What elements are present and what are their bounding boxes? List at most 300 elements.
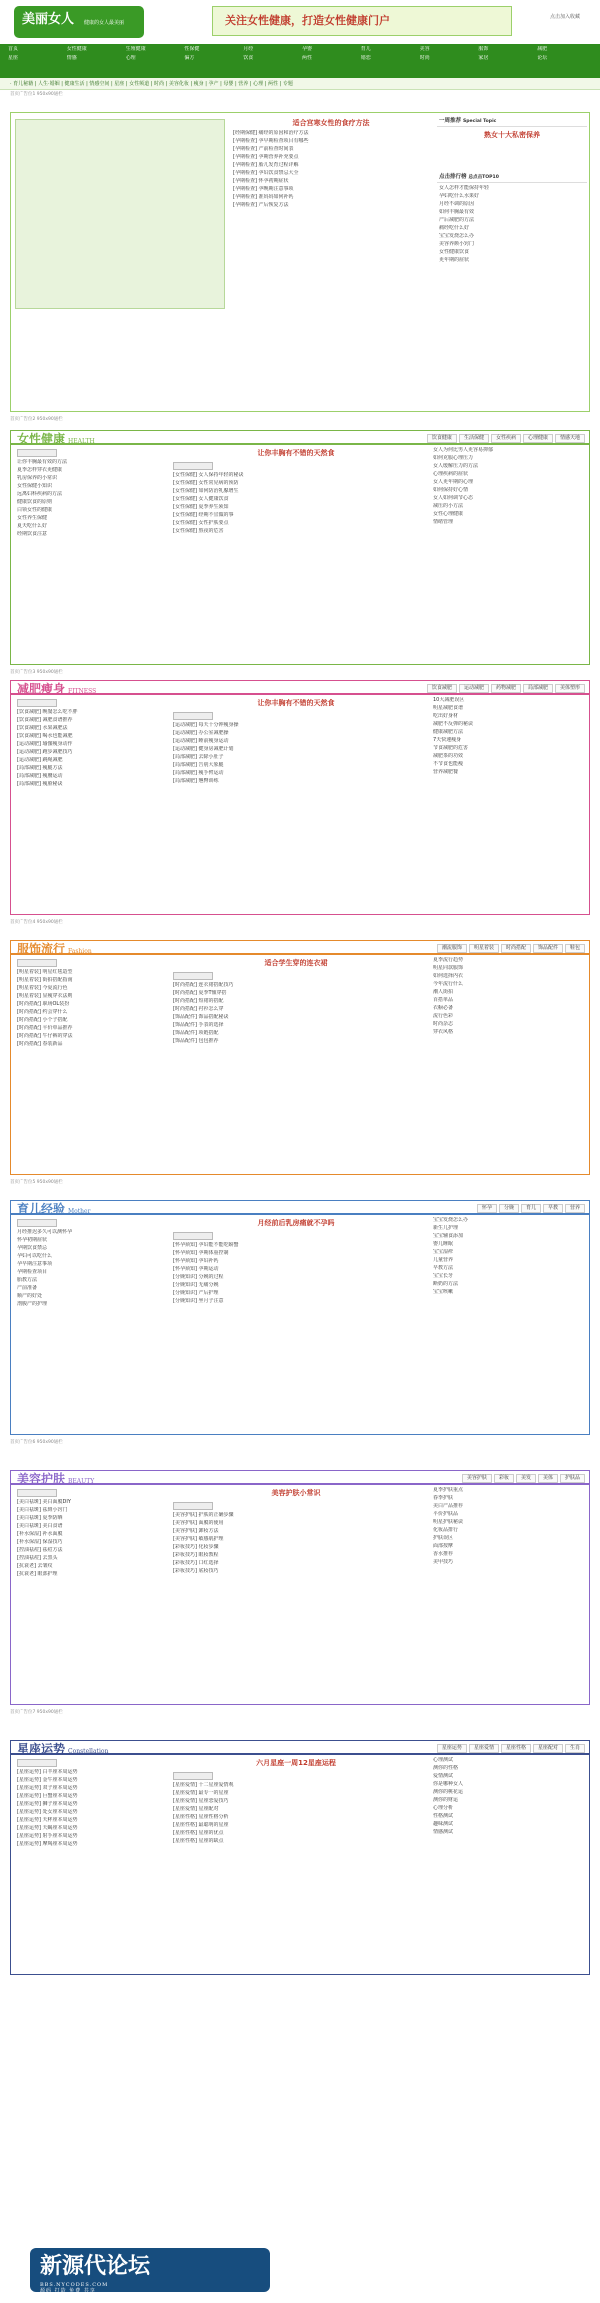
list-item[interactable]: [星座运势] 天秤座本周运势 xyxy=(17,1817,78,1823)
list-item[interactable]: [分娩知识] 无痛分娩 xyxy=(173,1282,219,1289)
list-item[interactable]: 心理测试 xyxy=(433,1757,454,1763)
list-item[interactable]: [星座运势] 巨蟹座本周运势 xyxy=(17,1793,78,1799)
list-item[interactable]: 衣橱必备 xyxy=(433,1005,454,1011)
section-tab[interactable]: 早教 xyxy=(543,1204,563,1213)
list-item[interactable]: [局部减肥] 瘦腰运动 xyxy=(17,773,63,779)
list-item[interactable]: 减压的小方法 xyxy=(433,503,464,509)
section-right xyxy=(431,1487,586,1700)
section-tab[interactable]: 护肤品 xyxy=(560,1474,585,1483)
list-item[interactable]: [孕期检查] 孕妇饮食禁忌大全 xyxy=(233,170,299,177)
list-item[interactable]: [饰品配件] 饰品搭配秘诀 xyxy=(173,1014,229,1021)
list-item[interactable]: [美容护肤] 面膜的使用 xyxy=(173,1520,224,1527)
section-tab[interactable]: 彩妆 xyxy=(494,1474,514,1483)
site-logo[interactable]: 美丽女人 健康的女人最美丽 xyxy=(14,6,144,38)
list-item[interactable]: [控油祛痘] 去黑头 xyxy=(17,1555,58,1561)
section-left xyxy=(15,447,165,660)
list-item[interactable]: [美白祛斑] 美白面膜DIY xyxy=(17,1499,71,1505)
top-headline[interactable]: 适合宫寒女性的食疗方法 xyxy=(292,119,370,127)
list-item[interactable]: [星座爱情] 星座配对 xyxy=(173,1806,219,1813)
section-right xyxy=(431,697,586,910)
list-item[interactable]: 孕早期注意事项 xyxy=(17,1261,53,1267)
list-item[interactable]: 趣味测试 xyxy=(433,1821,454,1827)
list-item[interactable]: [怀孕须知] 孕妇能不能吃螃蟹 xyxy=(173,1242,239,1249)
list-item[interactable]: 节食减肥的危害 xyxy=(433,745,469,751)
list-item[interactable]: [星座运势] 处女座本周运势 xyxy=(17,1809,78,1815)
list-item[interactable]: 女性养生保健 xyxy=(17,515,48,521)
list-item[interactable]: [明星着装] 显瘦穿衣法则 xyxy=(17,993,73,999)
list-item[interactable]: [美容护肤] 敏感肌护理 xyxy=(173,1536,224,1543)
ad-line: 首页广告位5 950x90通栏 xyxy=(10,1180,63,1185)
list-item[interactable]: [运动减肥] 每天十分钟瘦身操 xyxy=(173,722,239,729)
list-item[interactable]: 宝宝辅食添加 xyxy=(433,1233,464,1239)
site-header xyxy=(0,0,600,44)
list-item[interactable]: [饮食减肥] 喝水也能减肥 xyxy=(17,733,73,739)
list-item[interactable]: [局部减肥] 翘臀训练 xyxy=(173,778,219,785)
list-item[interactable]: [抗衰老] 眼部护理 xyxy=(17,1571,58,1577)
list-item[interactable]: 女人更年期的心理 xyxy=(433,479,474,485)
list-item[interactable]: 时尚杂志 xyxy=(433,1021,454,1027)
list-item[interactable]: [抗衰老] 去皱纹 xyxy=(17,1563,53,1569)
list-item[interactable]: 香水推荐 xyxy=(433,1551,454,1557)
list-item[interactable]: 健康减肥方法 xyxy=(433,729,464,735)
list-item[interactable]: [美白祛斑] 夏季防晒 xyxy=(17,1515,63,1521)
list-item[interactable]: 新生儿护理 xyxy=(433,1225,459,1231)
nav-item[interactable]: 性保健 xyxy=(184,46,200,52)
section-left xyxy=(15,1217,165,1430)
slideshow[interactable] xyxy=(15,119,225,309)
list-item[interactable]: [女性保健] 如何防治乳腺增生 xyxy=(173,488,239,495)
section-mid xyxy=(171,1217,421,1430)
list-item[interactable]: [星座运势] 双子座本周运势 xyxy=(17,1785,78,1791)
list-item[interactable]: 护肤误区 xyxy=(433,1535,454,1541)
list-item[interactable]: [美白祛斑] 美白食谱 xyxy=(17,1523,63,1529)
list-item[interactable]: [分娩知识] 坐月子注意 xyxy=(173,1298,224,1305)
nav-item[interactable]: 孕婴 xyxy=(301,46,312,52)
section-header xyxy=(11,681,589,695)
list-item[interactable]: [明星着装] 今夏流行色 xyxy=(17,985,68,991)
section-tab[interactable]: 美体 xyxy=(538,1474,558,1483)
rank-item[interactable]: 美容养颜小窍门 xyxy=(439,241,475,248)
nav-item[interactable]: 论坛 xyxy=(537,54,548,61)
section-header xyxy=(11,1741,589,1755)
list-item[interactable]: [补水保湿] 补水面膜 xyxy=(17,1531,63,1537)
list-item[interactable]: 让你丰胸最有效的方法 xyxy=(17,459,68,465)
list-item[interactable]: 健康饮食的原则 xyxy=(17,499,53,505)
section-tabs xyxy=(462,1474,585,1483)
list-item[interactable]: [运动减肥] 办公室减肥操 xyxy=(173,730,229,737)
nav-item[interactable]: 服饰 xyxy=(478,46,489,52)
list-item[interactable]: [孕期检查] 产前检查时间表 xyxy=(233,146,294,153)
list-item[interactable]: [女性保健] 夏季养生须知 xyxy=(173,504,229,511)
add-favorite-link[interactable]: 点击加入收藏 xyxy=(549,14,580,20)
ad-1: 首页广告位2 950x90通栏 xyxy=(10,417,63,422)
nav-item[interactable]: 减肥 xyxy=(537,46,548,52)
rank-item[interactable]: 产后减肥的方法 xyxy=(439,217,475,224)
section-tab[interactable]: 美体塑形 xyxy=(555,684,585,693)
thumbnail[interactable] xyxy=(17,1759,57,1767)
nav-item[interactable]: 饮食 xyxy=(243,54,254,61)
rank-item[interactable]: 更年期的症状 xyxy=(439,257,470,264)
list-item[interactable]: 心理疾病的症状 xyxy=(433,471,469,477)
list-item[interactable]: 测你的财运 xyxy=(433,1797,459,1803)
section-tab[interactable]: 运动减肥 xyxy=(459,684,489,693)
ad-line: 首页广告位3 950x90通栏 xyxy=(10,670,63,675)
list-item[interactable]: 孕期饮食禁忌 xyxy=(17,1245,48,1251)
list-item[interactable]: [时尚搭配] 平价单品推荐 xyxy=(17,1025,73,1031)
list-item[interactable]: [饮食减肥] 水果减肥法 xyxy=(17,725,68,731)
list-item[interactable]: [女性保健] 女人保持年轻的秘诀 xyxy=(173,472,244,479)
thumbnail[interactable] xyxy=(173,1772,213,1780)
list-item[interactable]: [怀孕须知] 孕妇补钙 xyxy=(173,1258,219,1265)
section-right xyxy=(431,447,586,660)
rank-item[interactable]: 宝宝发烧怎么办 xyxy=(439,233,475,240)
list-item[interactable]: [运动减肥] 睡前瘦身运动 xyxy=(173,738,229,745)
section-mid xyxy=(171,1487,421,1700)
section-title[interactable]: 星座运势 Constellation xyxy=(17,1742,109,1756)
list-item[interactable]: 7天快速瘦身 xyxy=(433,737,462,743)
nav-item[interactable]: 月经 xyxy=(243,46,254,52)
list-item[interactable]: [美容护肤] 卸妆方法 xyxy=(173,1528,219,1535)
list-item[interactable]: 明星护肤秘诀 xyxy=(433,1519,464,1525)
header-banner[interactable]: 关注女性健康，打造女性健康门户 xyxy=(212,6,512,36)
list-item[interactable]: 产前准备 xyxy=(17,1285,38,1291)
list-item[interactable]: [局部减肥] 瘦脸秘诀 xyxy=(17,781,63,787)
list-item[interactable]: 孕妇可以吃什么 xyxy=(17,1253,53,1259)
section-tab[interactable]: 美发 xyxy=(516,1474,536,1483)
top-right: 一周推荐 Special Topic 熟女十大私密保养 点击排行榜 总点击TOP10 女人怎样才能保持年轻 孕妇吃什么水果好 月经不调的原因 如何丰胸最有效 产后减肥的方法 痛经吃什么好 宝宝发烧怎么办 美容养颜小窍门 女性健康饮食 更年期的症状 xyxy=(437,117,587,407)
list-item[interactable]: [星座运势] 天蝎座本周运势 xyxy=(17,1825,78,1831)
section-tab[interactable]: 情感天地 xyxy=(555,434,585,443)
section-title[interactable]: 女性健康 HEALTH xyxy=(17,432,95,446)
list-item[interactable]: [星座运势] 摩羯座本周运势 xyxy=(17,1841,78,1847)
list-item[interactable]: [时尚搭配] 春装新品 xyxy=(17,1041,63,1047)
list-item[interactable]: [时尚搭配] 约会穿什么 xyxy=(17,1009,68,1015)
list-item[interactable]: 10大减肥误区 xyxy=(433,697,465,703)
list-item[interactable]: 乳房保养的小常识 xyxy=(17,475,58,481)
list-item[interactable]: 潮人街拍 xyxy=(433,989,454,995)
section-tab[interactable]: 育儿 xyxy=(521,1204,541,1213)
section-tab[interactable]: 鞋包 xyxy=(565,944,585,953)
list-item[interactable]: 爱情测试 xyxy=(433,1773,454,1779)
list-item[interactable]: 你是哪种女人 xyxy=(433,1781,464,1787)
list-item[interactable]: 今年流行什么 xyxy=(433,981,464,987)
list-item[interactable]: [女性保健] 熬夜的危害 xyxy=(173,528,224,535)
list-item[interactable]: 孕期检查项目 xyxy=(17,1269,48,1275)
list-item[interactable]: 美甲技巧 xyxy=(433,1559,454,1565)
section-tab[interactable]: 饰品配件 xyxy=(533,944,563,953)
list-item[interactable]: [局部减肥] 告别大象腿 xyxy=(173,762,224,769)
section-tab[interactable]: 星座运势 xyxy=(437,1744,467,1753)
list-item[interactable]: [时尚搭配] 职场OL装扮 xyxy=(17,1001,70,1007)
list-item[interactable]: [孕期检查] 孕期营养补充要点 xyxy=(233,154,299,161)
rank-item[interactable]: 女人怎样才能保持年轻 xyxy=(439,185,490,192)
nav-item[interactable]: 首页 xyxy=(8,46,19,52)
list-item[interactable]: [彩妆技巧] 化妆步骤 xyxy=(173,1544,219,1551)
list-item[interactable]: [星座运势] 金牛座本周运势 xyxy=(17,1777,78,1783)
list-item[interactable]: 断奶的方法 xyxy=(433,1281,459,1287)
ad-line: 首页广告位4 950x90通栏 xyxy=(10,920,63,925)
list-item[interactable]: [时尚搭配] 短裙的搭配 xyxy=(173,998,224,1005)
list-item[interactable]: [饰品配件] 手表的选择 xyxy=(173,1022,224,1029)
thumbnail[interactable] xyxy=(17,1489,57,1497)
list-item[interactable]: [饮食减肥] 晚餐怎么吃不胖 xyxy=(17,709,78,715)
section xyxy=(10,1740,590,1975)
nav-item[interactable]: 女性健康 xyxy=(66,46,87,52)
list-item[interactable]: [星座爱情] 星座恋爱技巧 xyxy=(173,1798,229,1805)
section xyxy=(10,1200,590,1435)
list-item[interactable]: 宝宝湿疹 xyxy=(433,1249,454,1255)
list-item[interactable]: [星座爱情] 十二星座爱情观 xyxy=(173,1782,234,1789)
section-tab[interactable]: 局部减肥 xyxy=(523,684,553,693)
thumbnail[interactable] xyxy=(17,449,57,457)
section-header xyxy=(11,1201,589,1215)
section-title[interactable]: 育儿经验 Mother xyxy=(17,1202,91,1216)
list-item[interactable]: 流行色彩 xyxy=(433,1013,454,1019)
section-tab[interactable]: 时尚搭配 xyxy=(501,944,531,953)
nav-item[interactable]: 育儿 xyxy=(360,46,371,52)
thumbnail[interactable] xyxy=(17,699,57,707)
list-item[interactable]: 如何保持好心情 xyxy=(433,487,469,493)
list-item[interactable]: [局部减肥] 去除小肚子 xyxy=(173,754,224,761)
nav-item[interactable]: 美容 xyxy=(419,46,430,52)
list-item[interactable]: 早教方法 xyxy=(433,1265,454,1271)
list-item[interactable]: 营养减肥餐 xyxy=(433,769,459,775)
list-item[interactable]: [美容护肤] 护肤的正确步骤 xyxy=(173,1512,234,1519)
list-item[interactable]: 平价护肤品 xyxy=(433,1511,459,1517)
list-item[interactable]: [运动减肥] 健身房减肥计划 xyxy=(173,746,234,753)
section-headline[interactable]: 适合学生穿的连衣裙 xyxy=(264,959,328,967)
list-item[interactable]: [局部减肥] 瘦腿方法 xyxy=(17,765,63,771)
section-tab[interactable]: 营养 xyxy=(565,1204,585,1213)
thumbnail[interactable] xyxy=(173,712,213,720)
list-item[interactable]: 女人如何调节心态 xyxy=(433,495,474,501)
section-title[interactable]: 服饰流行 Fashion xyxy=(17,942,92,956)
list-item[interactable]: 情绪管理 xyxy=(433,519,454,525)
list-item[interactable]: 夏季怎样穿衣更健康 xyxy=(17,467,63,473)
topic-head[interactable]: 熟女十大私密保养 xyxy=(484,131,540,140)
section-tabs xyxy=(427,434,585,443)
section-tab[interactable]: 星座性格 xyxy=(501,1744,531,1753)
section-right xyxy=(431,1217,586,1430)
list-item[interactable]: 宝宝发烧怎么办 xyxy=(433,1217,469,1223)
list-item[interactable]: [女性保健] 经期不宜做的事 xyxy=(173,512,234,519)
list-item[interactable]: [星座运势] 射手座本周运势 xyxy=(17,1833,78,1839)
list-item[interactable]: 春季护肤 xyxy=(433,1495,454,1501)
list-item[interactable]: 性格测试 xyxy=(433,1813,454,1819)
thumbnail[interactable] xyxy=(173,972,213,980)
list-item[interactable]: 经期饮食注意 xyxy=(17,531,48,537)
list-item[interactable]: [彩妆技巧] 底妆技巧 xyxy=(173,1568,219,1575)
nav-item[interactable]: 婚恋 xyxy=(360,54,371,61)
section-headline[interactable]: 六月星座一周12星座运程 xyxy=(256,1759,336,1767)
list-item[interactable]: 穿衣风格 xyxy=(433,1029,454,1035)
nav-item[interactable]: 生殖健康 xyxy=(125,46,146,52)
list-item[interactable]: [彩妆技巧] 口红选择 xyxy=(173,1560,219,1567)
list-item[interactable]: 夏季流行趋势 xyxy=(433,957,464,963)
section-tab[interactable]: 女性疾病 xyxy=(491,434,521,443)
list-item[interactable]: 测你的桃花运 xyxy=(433,1789,464,1795)
list-item[interactable]: [运动减肥] 跳绳减肥 xyxy=(17,757,63,763)
list-item[interactable]: [怀孕须知] 孕期体重控制 xyxy=(173,1250,229,1257)
list-item[interactable]: 女人缓解压力的方法 xyxy=(433,463,479,469)
section-tab[interactable]: 生肖 xyxy=(565,1744,585,1753)
list-item[interactable]: [星座运势] 狮子座本周运势 xyxy=(17,1801,78,1807)
list-item[interactable]: [局部减肥] 瘦手臂运动 xyxy=(173,770,224,777)
rank-item[interactable]: 如何丰胸最有效 xyxy=(439,209,475,216)
list-item[interactable]: [控油祛痘] 祛痘方法 xyxy=(17,1547,63,1553)
section xyxy=(10,430,590,665)
thumbnail[interactable] xyxy=(17,1219,57,1227)
section-headline[interactable]: 月经前后乳房痛就不孕吗 xyxy=(257,1219,335,1227)
list-item[interactable]: [星座性格] 星座性格分析 xyxy=(173,1814,229,1821)
list-item[interactable]: 宝宝咳嗽 xyxy=(433,1289,454,1295)
rank-item[interactable]: 痛经吃什么好 xyxy=(439,225,470,232)
list-item[interactable]: 怀孕初期症状 xyxy=(17,1237,48,1243)
list-item[interactable]: [时尚搭配] 牛仔裤的穿法 xyxy=(17,1033,73,1039)
list-item[interactable]: [运动减肥] 跑步减肥技巧 xyxy=(17,749,73,755)
footer-brand[interactable]: 新源代论坛 BBS.NYCODES.COM 源码 打造 免费 共享 xyxy=(30,2248,270,2292)
list-item[interactable]: 远离妇科疾病的方法 xyxy=(17,491,63,497)
list-item[interactable]: [时尚搭配] 连衣裙搭配技巧 xyxy=(173,982,234,989)
list-item[interactable]: 心理分析 xyxy=(433,1805,454,1811)
main-nav xyxy=(0,44,600,78)
section-left xyxy=(15,1487,165,1700)
list-item[interactable]: [孕期检查] 准妈妈如何补钙 xyxy=(233,194,294,201)
list-item[interactable]: [时尚搭配] 小个子搭配 xyxy=(17,1017,68,1023)
list-item[interactable]: 婴儿睡眠 xyxy=(433,1241,454,1247)
list-item[interactable]: 宝宝长牙 xyxy=(433,1273,454,1279)
list-item[interactable]: 明星同款服饰 xyxy=(433,965,464,971)
top-block xyxy=(10,112,590,412)
list-item[interactable]: 百搭单品 xyxy=(433,997,454,1003)
list-item[interactable]: [彩妆技巧] 眼妆教程 xyxy=(173,1552,219,1559)
section-tab[interactable]: 星座配对 xyxy=(533,1744,563,1753)
section-tab[interactable]: 潮流服饰 xyxy=(437,944,467,953)
list-item[interactable]: [孕期检查] 胎儿发育过程详解 xyxy=(233,162,299,169)
rank-item[interactable]: 孕妇吃什么水果好 xyxy=(439,193,480,200)
list-item[interactable]: [明星着装] 明星红毯造型 xyxy=(17,969,73,975)
list-item[interactable]: 化妆品排行 xyxy=(433,1527,459,1533)
list-item[interactable]: [女性保健] 女人健康饮食 xyxy=(173,496,229,503)
section-mid xyxy=(171,697,421,910)
list-item[interactable]: [孕期检查] 孕早期检查项目有哪些 xyxy=(233,138,309,145)
list-item[interactable]: 情感测试 xyxy=(433,1829,454,1835)
thumbnail[interactable] xyxy=(173,1502,213,1510)
list-item[interactable]: [明星着装] 街拍搭配指南 xyxy=(17,977,73,983)
nav-item[interactable]: 心理 xyxy=(125,54,136,61)
section-tab[interactable]: 分娩 xyxy=(499,1204,519,1213)
section-tab[interactable]: 明星着装 xyxy=(469,944,499,953)
list-item[interactable]: [女性保健] 女性常见病的预防 xyxy=(173,480,239,487)
list-item[interactable]: 夏天吃什么好 xyxy=(17,523,48,529)
nav-item[interactable]: 家居 xyxy=(478,54,489,61)
section-tab[interactable]: 药物减肥 xyxy=(491,684,521,693)
rank-item[interactable]: 女性健康饮食 xyxy=(439,249,470,256)
section-headline[interactable]: 美容护肤小常识 xyxy=(271,1489,321,1497)
list-item[interactable]: [星座性格] 最聪明的星座 xyxy=(173,1822,229,1829)
list-item[interactable]: [女性保健] 女性护肤要点 xyxy=(173,520,229,527)
list-item[interactable]: 明星减肥食谱 xyxy=(433,705,464,711)
nav-item[interactable]: 偏方 xyxy=(184,54,195,61)
list-item[interactable]: [补水保湿] 保湿技巧 xyxy=(17,1539,63,1545)
list-item[interactable]: [孕期检查] 产后恢复方法 xyxy=(233,202,289,209)
list-item[interactable]: 如何克服心理压力 xyxy=(433,455,474,461)
list-item[interactable]: [分娩知识] 产后护理 xyxy=(173,1290,219,1297)
section-tabs xyxy=(437,1744,585,1753)
list-item[interactable]: 胎教方法 xyxy=(17,1277,38,1283)
list-item[interactable]: [星座性格] 星座的优点 xyxy=(173,1830,224,1837)
list-item[interactable]: 儿童营养 xyxy=(433,1257,454,1263)
list-item[interactable]: [运动减肥] 瑜伽瘦身动作 xyxy=(17,741,73,747)
list-item[interactable]: 女性心理健康 xyxy=(433,511,464,517)
nav-item[interactable]: 两性 xyxy=(301,54,312,61)
thumbnail[interactable] xyxy=(173,1232,213,1240)
section-tab[interactable]: 怀孕 xyxy=(477,1204,497,1213)
list-item[interactable]: 美白产品推荐 xyxy=(433,1503,464,1509)
list-item[interactable]: 吃出好身材 xyxy=(433,713,459,719)
nav-item[interactable]: 时尚 xyxy=(419,54,430,61)
list-item[interactable]: [时尚搭配] 夏季T恤穿搭 xyxy=(173,990,227,997)
list-item[interactable]: 面部按摩 xyxy=(433,1543,454,1549)
list-item[interactable]: 测你的性格 xyxy=(433,1765,459,1771)
list-item[interactable]: 不节食也能瘦 xyxy=(433,761,464,767)
list-item[interactable]: [孕期检查] 怀孕初期症状 xyxy=(233,178,289,185)
list-item[interactable]: 白领女性的健康 xyxy=(17,507,53,513)
list-item[interactable]: [时尚搭配] 衬衫怎么穿 xyxy=(173,1006,224,1013)
list-item[interactable]: 女人为何比男人更容易抑郁 xyxy=(433,447,494,453)
section-tab[interactable]: 饮食减肥 xyxy=(427,684,457,693)
section-title[interactable]: 减肥瘦身 FITNESS xyxy=(17,682,97,696)
section-headline[interactable]: 让你丰胸有不错的天然食 xyxy=(257,699,335,707)
list-item[interactable]: 剖腹产的护理 xyxy=(17,1301,48,1307)
section-title[interactable]: 美容护肤 BEAUTY xyxy=(17,1472,95,1486)
section-tab[interactable]: 心理健康 xyxy=(523,434,553,443)
list-item[interactable]: [美白祛斑] 祛斑小窍门 xyxy=(17,1507,68,1513)
thumbnail[interactable] xyxy=(173,462,213,470)
list-item[interactable]: 减肥茶的功效 xyxy=(433,753,464,759)
list-item[interactable]: 减肥不反弹的秘诀 xyxy=(433,721,474,727)
section-tabs xyxy=(427,684,585,693)
list-item[interactable]: 如何选择内衣 xyxy=(433,973,464,979)
list-item[interactable]: [星座运势] 白羊座本周运势 xyxy=(17,1769,78,1775)
list-item[interactable]: [分娩知识] 分娩的过程 xyxy=(173,1274,224,1281)
section-tab[interactable]: 生活保健 xyxy=(459,434,489,443)
list-item[interactable]: [饰品配件] 项链搭配 xyxy=(173,1030,219,1037)
list-item[interactable]: [饰品配件] 包包推荐 xyxy=(173,1038,219,1045)
thumbnail[interactable] xyxy=(17,959,57,967)
section-tab[interactable]: 星座爱情 xyxy=(469,1744,499,1753)
sub-nav[interactable]: · 育儿秘籍 | 人生·婚姻 | 健康生活 | 情感空间 | 星座 | 女性频道 | 时尚 | 美容化妆 | 瘦身 | 孕产 | 母婴 | 营养 | 心理 | 两性 | 专题 xyxy=(0,78,600,90)
list-item[interactable]: [怀孕须知] 孕期运动 xyxy=(173,1266,219,1273)
section-header xyxy=(11,431,589,445)
list-item[interactable]: [经期保健] 痛经的原因和治疗方法 xyxy=(233,130,309,137)
list-item[interactable]: 顺产的好处 xyxy=(17,1293,43,1299)
section-headline[interactable]: 让你丰胸有不错的天然食 xyxy=(257,449,335,457)
list-item[interactable]: 月经推迟多久可以测怀孕 xyxy=(17,1229,73,1235)
list-item[interactable]: 女性保健小知识 xyxy=(17,483,53,489)
list-item[interactable]: [饮食减肥] 减肥食谱推荐 xyxy=(17,717,73,723)
list-item[interactable]: [孕期检查] 孕晚期注意事项 xyxy=(233,186,294,193)
list-item[interactable]: [星座性格] 星座的缺点 xyxy=(173,1838,224,1845)
nav-item[interactable]: 情感 xyxy=(66,54,77,61)
section-tab[interactable]: 饮食健康 xyxy=(427,434,457,443)
rank-item[interactable]: 月经不调的原因 xyxy=(439,201,475,208)
nav-item[interactable]: 星座 xyxy=(8,54,19,61)
list-item[interactable]: 夏季护肤重点 xyxy=(433,1487,464,1493)
section-tab[interactable]: 美容护肤 xyxy=(462,1474,492,1483)
list-item[interactable]: [星座爱情] 最专一的星座 xyxy=(173,1790,229,1797)
section-mid xyxy=(171,1757,421,1970)
